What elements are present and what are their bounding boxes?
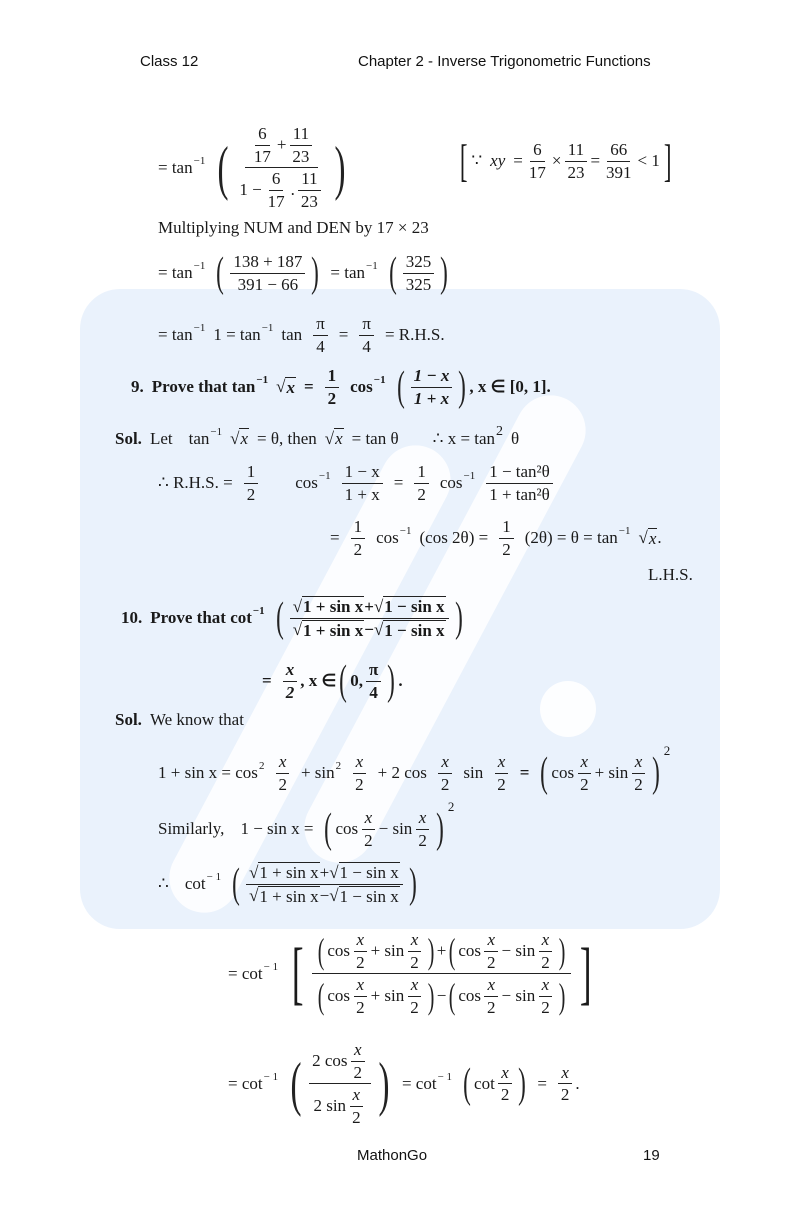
frac-num: x <box>350 1085 364 1107</box>
frac-den: 391 <box>606 162 632 182</box>
frac-den: 1 + x <box>344 484 380 504</box>
eq: = <box>393 473 404 493</box>
text: + sin <box>300 763 335 783</box>
frac-num: x <box>416 808 430 830</box>
sqrt-icon: √ <box>249 862 259 882</box>
right-paren: ) <box>435 806 444 853</box>
watermark-dot <box>540 681 596 737</box>
left-paren: ( <box>540 750 549 797</box>
sup: −1 <box>373 374 386 387</box>
tan-text: = tan <box>330 263 366 283</box>
frac-num: x <box>362 808 376 830</box>
sol10-eq-2 <box>158 799 455 853</box>
text: − sin <box>378 819 413 839</box>
cos-text: cos <box>350 377 373 397</box>
sup: 2 <box>258 760 265 773</box>
frac-den: 4 <box>362 336 371 356</box>
sup: −1 <box>261 322 274 335</box>
footer-brand: MathonGo <box>357 1147 428 1164</box>
left-paren: ( <box>290 1050 302 1117</box>
frac-den: 2 <box>560 1085 570 1105</box>
sqrt-arg: 1 − sin x <box>384 620 445 640</box>
sqrt-icon: √ <box>230 428 240 448</box>
frac-num: 11 <box>298 169 320 191</box>
frac-den: 2 <box>634 774 643 794</box>
frac-den: 2 <box>356 952 365 972</box>
text: 1 − sin x = <box>240 819 314 839</box>
question-10 <box>121 596 466 640</box>
frac-num: 1 <box>244 462 259 484</box>
frac-num: x <box>354 975 368 997</box>
cot-text: = cot <box>228 963 263 983</box>
left-paren: ( <box>339 658 348 705</box>
frac-num: x <box>354 930 368 952</box>
lhs-label: L.H.S. <box>648 565 693 584</box>
condition-note <box>456 135 675 186</box>
text: + sin <box>370 941 405 961</box>
page-number: 19 <box>643 1147 660 1164</box>
frac-num: x <box>408 930 422 952</box>
less-than-one: < 1 <box>637 151 660 170</box>
text: 1 + sin x = cos <box>158 763 258 783</box>
text: sin <box>463 763 484 783</box>
left-bracket: [ <box>459 135 468 186</box>
period: . <box>575 1073 580 1093</box>
sqrt-icon: √ <box>638 528 648 548</box>
frac-num: x <box>276 752 290 774</box>
frac-num: x <box>578 752 592 774</box>
sup: −1 <box>193 322 206 335</box>
text: 2 cos <box>312 1051 348 1071</box>
right-paren: ) <box>651 750 660 797</box>
frac-den: 2 <box>502 539 511 559</box>
rhs-label: ∴ R.H.S. = <box>158 473 233 493</box>
frac-num: π <box>359 314 374 336</box>
left-paren: ( <box>324 806 333 853</box>
frac-den: 2 <box>353 539 363 559</box>
frac-den: 2 <box>541 952 550 972</box>
sup: −1 <box>252 605 265 618</box>
text: We know that <box>149 710 244 729</box>
text: − sin <box>501 941 536 961</box>
sqrt-icon: √ <box>276 377 286 397</box>
sol9-line-2 <box>158 462 556 504</box>
right-paren: ) <box>311 250 320 297</box>
frac-den: 2 <box>497 774 506 794</box>
class-label: Class 12 <box>140 53 199 70</box>
sqrt-arg: 1 + sin x <box>303 597 364 616</box>
eq: = <box>262 671 272 691</box>
frac-num: π <box>366 660 381 682</box>
frac-den: 2 <box>418 830 427 850</box>
sup: −1 <box>210 425 223 438</box>
left-paren: ( <box>463 1060 471 1107</box>
frac-den: 2 <box>246 484 256 504</box>
frac-num: x <box>353 752 367 774</box>
interval-start: 0, <box>350 671 363 691</box>
sqrt-icon: √ <box>324 428 335 448</box>
sup: 2 <box>335 760 342 773</box>
cot-text: cot <box>184 874 206 894</box>
chapter-title: Chapter 2 - Inverse Trigonometric Functions <box>358 53 651 70</box>
sol-label: Sol. <box>115 428 142 448</box>
frac-num: 1 <box>499 517 514 539</box>
frac-den: 2 <box>487 997 496 1017</box>
sqrt-icon: √ <box>329 862 339 882</box>
right-paren: ) <box>334 134 346 201</box>
sup: − 1 <box>437 1070 453 1083</box>
text: (2θ) = θ = tan <box>524 528 618 548</box>
sup: − 1 <box>263 960 279 973</box>
text: + sin <box>594 763 629 783</box>
frac-den: 2 <box>487 952 496 972</box>
right-paren: ) <box>440 250 449 297</box>
frac-den: 2 <box>410 997 419 1017</box>
sqrt-icon: √ <box>373 596 384 616</box>
right-paren: ) <box>387 658 396 705</box>
frac-den: 17 <box>267 191 285 211</box>
text: ∴ x = tan <box>432 428 496 448</box>
text: Similarly, <box>158 819 225 839</box>
sup: −1 <box>193 260 206 273</box>
frac-den: 23 <box>567 162 585 182</box>
frac-den: 325 <box>405 274 432 294</box>
question-text: Prove that cot <box>150 608 252 628</box>
right-bracket: ] <box>579 934 592 1012</box>
frac-den: 1 + x <box>413 388 450 408</box>
sup: −1 <box>193 154 206 167</box>
sup: 2 <box>663 743 671 759</box>
sol10-eq-5 <box>228 1040 580 1127</box>
sol9-line-3 <box>330 517 662 559</box>
period: . <box>398 671 403 691</box>
domain-text: , x ∈ [0, 1]. <box>469 377 551 397</box>
frac-num: 1 <box>351 517 366 539</box>
frac-den: 2 <box>285 682 295 702</box>
frac-den: 2 <box>417 484 426 504</box>
text: Let <box>149 428 173 448</box>
sqrt-arg: 1 − sin x <box>339 886 399 906</box>
sqrt-icon: √ <box>249 886 259 906</box>
frac-den: 2 <box>355 774 364 794</box>
frac-den: 2 <box>352 1107 361 1127</box>
frac-num: 6 <box>269 169 284 191</box>
frac-num: x <box>484 975 498 997</box>
sqrt-arg: 1 − sin x <box>384 597 445 616</box>
text: 2 sin <box>313 1096 347 1116</box>
sup: − 1 <box>206 871 222 884</box>
text: + 2 cos <box>377 763 427 783</box>
frac-den: 4 <box>316 336 325 356</box>
op: + <box>319 862 330 882</box>
right-paren: ) <box>458 364 467 411</box>
sqrt-arg: 1 − sin x <box>339 863 399 882</box>
left-paren: ( <box>217 134 229 201</box>
frac-den: 2 <box>356 997 365 1017</box>
compound-fraction <box>236 124 327 211</box>
op: − <box>436 986 447 1006</box>
frac-den: 2 <box>327 388 337 408</box>
frac-num: x <box>351 1040 365 1062</box>
frac-den: 2 <box>500 1085 510 1105</box>
left-paren: ( <box>275 595 284 642</box>
therefore-symbol: ∴ <box>158 874 169 894</box>
sqrt-arg: x <box>286 377 295 397</box>
frac-num: 6 <box>255 124 270 146</box>
sqrt-icon: √ <box>292 620 303 640</box>
question-number: 9. <box>131 377 144 397</box>
frac-num: x <box>283 660 298 682</box>
frac-num: 11 <box>565 140 587 162</box>
question-9 <box>131 364 551 411</box>
frac-num: x <box>498 1063 512 1085</box>
frac-den: 17 <box>528 162 546 182</box>
eq: = <box>590 151 601 170</box>
frac-den: 17 <box>253 146 271 166</box>
eq: = <box>519 763 530 783</box>
sqrt-icon: √ <box>292 596 303 616</box>
frac-num: 1 <box>325 366 340 388</box>
sol10-eq-4: = cot − 1 [ ( cos $\frac{x}{2}$ + sin $\frac{x}{2}$ ) + ( cos $\frac{x}{2}$ − sin $\frac{x}{2}$ ) ( cos $\frac{x}{2}$ + sin $\frac{x}{2}$ ) − ( cos $\frac{x}{2}$ − sin $\frac{x}{2}$ ) ] <box>228 930 592 1017</box>
text: + sin <box>370 986 405 1006</box>
frac-num: 1 <box>414 462 429 484</box>
sqrt-arg: x <box>240 429 248 448</box>
frac-den: 391 − 66 <box>237 274 299 294</box>
frac-num: 1 − x <box>342 462 383 484</box>
question-text: Prove that tan <box>151 377 256 397</box>
frac-den: 2 <box>364 830 373 850</box>
frac-num: π <box>313 314 328 336</box>
left-paren: ( <box>232 861 240 908</box>
frac-num: x <box>484 930 498 952</box>
frac-num: x <box>558 1063 572 1085</box>
right-paren: ) <box>454 595 463 642</box>
frac-num: 11 <box>290 124 312 146</box>
sup: −1 <box>618 525 631 538</box>
op: + <box>436 941 447 961</box>
xy: xy <box>490 151 506 170</box>
sol9-line-1 <box>115 423 520 449</box>
frac-den: 2 <box>353 1062 362 1082</box>
frac-num: 1 − tan²θ <box>486 462 553 484</box>
eq: = <box>330 528 340 548</box>
question-number: 10. <box>121 608 143 628</box>
eq: = <box>537 1073 547 1093</box>
frac-num: x <box>539 930 553 952</box>
frac-num: x <box>495 752 509 774</box>
sup: − 1 <box>263 1070 279 1083</box>
frac-num: x <box>408 975 422 997</box>
question-10-rhs <box>262 658 403 705</box>
cos-text: cos <box>551 763 575 783</box>
cos-text: cos <box>327 941 351 961</box>
frac-num: x <box>539 975 553 997</box>
cos-text: cos <box>376 528 399 548</box>
eq: = <box>513 151 523 170</box>
frac-den: 2 <box>541 997 550 1017</box>
text: θ <box>511 428 520 448</box>
text: (cos 2θ) = <box>419 528 489 548</box>
sup: −1 <box>256 374 269 387</box>
op: − <box>319 886 330 906</box>
text: − sin <box>501 986 536 1006</box>
sol10-eq-3 <box>158 862 420 906</box>
text: = tan θ <box>351 428 399 448</box>
dot: . <box>290 180 295 200</box>
op: + <box>364 596 374 616</box>
cos-text: cos <box>458 941 482 961</box>
right-bracket: ] <box>663 135 672 186</box>
sqrt-arg: x <box>335 429 343 448</box>
right-paren: ) <box>378 1050 390 1117</box>
cos-text: cos <box>295 473 318 493</box>
tan-text: = tan <box>158 157 193 177</box>
sup: −1 <box>463 470 476 483</box>
tan-text: = tan <box>158 263 193 283</box>
sup: −1 <box>366 260 378 273</box>
left-paren: ( <box>216 250 225 297</box>
frac-den: 2 <box>580 774 589 794</box>
frac-num: 138 + 187 <box>230 252 305 274</box>
sup: −1 <box>318 470 331 483</box>
cot-text: = cot <box>228 1073 263 1093</box>
frac-den: 2 <box>440 774 450 794</box>
frac-den: 23 <box>292 146 310 166</box>
frac-num: 66 <box>607 140 630 162</box>
text: 1 = tan <box>213 325 261 345</box>
sup: 2 <box>447 799 455 815</box>
multiply-note: Multiplying NUM and DEN by 17 × 23 <box>158 218 429 237</box>
sqrt-arg: 1 + sin x <box>303 620 364 640</box>
cos-text: cos <box>335 819 359 839</box>
frac-num: 1 − x <box>411 366 453 388</box>
sqrt-arg: 1 + sin x <box>259 863 319 882</box>
cot-text: = cot <box>401 1073 437 1093</box>
sqrt-arg: 1 + sin x <box>259 886 319 906</box>
sol-label: Sol. <box>115 710 142 729</box>
period: . <box>657 528 662 548</box>
frac-den: 2 <box>410 952 419 972</box>
domain-text: , x ∈ <box>300 671 337 691</box>
eq-line-3 <box>158 250 451 297</box>
left-paren: ( <box>388 250 397 297</box>
frac-den: 4 <box>369 682 378 702</box>
frac-den: 2 <box>278 774 287 794</box>
frac-num: x <box>438 752 452 774</box>
sol10-intro <box>115 710 244 730</box>
text: = θ, then <box>256 428 317 448</box>
because-symbol: ∵ <box>471 151 483 170</box>
tan-text: tan <box>188 428 210 448</box>
one-minus: 1 − <box>239 180 262 200</box>
sqrt-arg: x <box>648 528 657 548</box>
sup: 2 <box>496 423 504 439</box>
tan-text: = tan <box>158 325 193 345</box>
tan-text: tan <box>281 325 303 345</box>
right-paren: ) <box>518 1060 527 1107</box>
cot-text: cot <box>474 1073 495 1093</box>
cos-text: cos <box>327 986 351 1006</box>
plus: + <box>276 135 287 155</box>
frac-den: 1 + tan²θ <box>489 484 550 504</box>
eq-line-4 <box>158 314 445 356</box>
sup: −1 <box>399 525 412 538</box>
frac-num: x <box>632 752 646 774</box>
sqrt-icon: √ <box>329 886 339 906</box>
left-paren: ( <box>396 364 405 411</box>
op: − <box>364 620 374 640</box>
times: × <box>551 151 562 170</box>
eq-line-1 <box>158 124 350 211</box>
eq: = <box>338 325 349 345</box>
cos-text: cos <box>458 986 482 1006</box>
frac-num: 325 <box>403 252 435 274</box>
rhs-text: = R.H.S. <box>384 325 445 345</box>
left-bracket: [ <box>291 934 304 1012</box>
eq: = <box>303 377 314 397</box>
cos-text: cos <box>439 473 463 493</box>
right-paren: ) <box>408 861 417 908</box>
frac-den: 23 <box>300 191 318 211</box>
frac-num: 6 <box>530 140 545 162</box>
sqrt-icon: √ <box>373 620 384 640</box>
sol10-eq-1 <box>158 743 671 797</box>
